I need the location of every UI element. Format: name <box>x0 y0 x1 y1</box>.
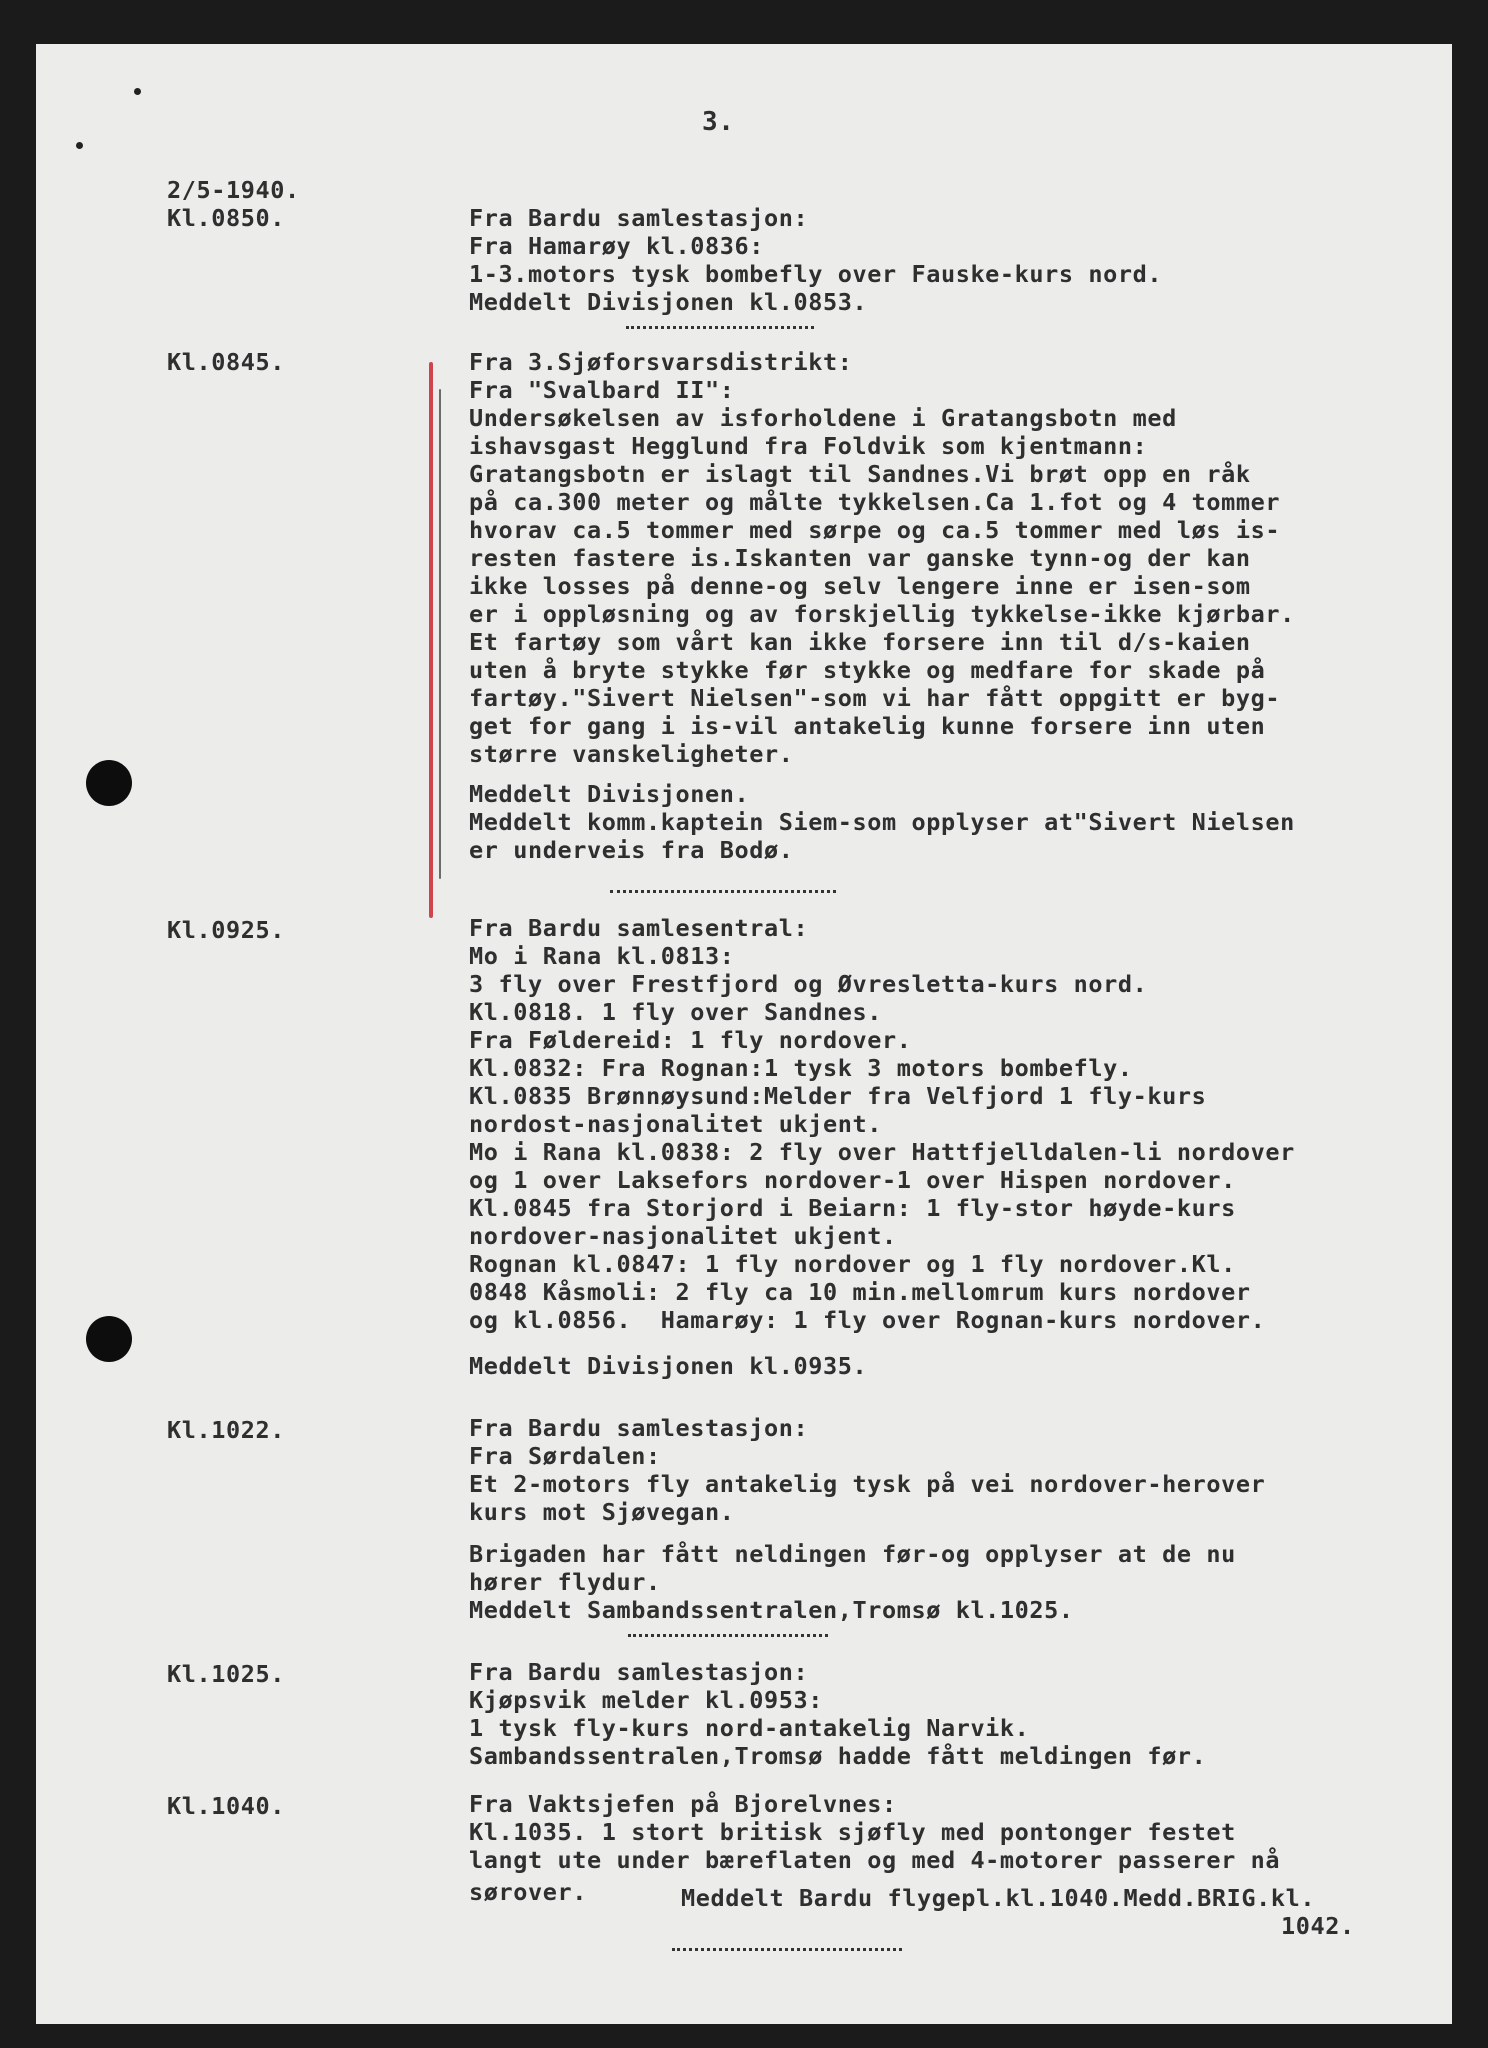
entry-line: ishavsgast Hegglund fra Foldvik som kjentmann: <box>469 432 1148 460</box>
entry-line: Kl.0835 Brønnøysund:Melder fra Velfjord 1 fly-kurs <box>469 1082 1207 1110</box>
document-page <box>36 44 1452 2024</box>
separator-rule <box>626 326 814 329</box>
ink-speck <box>134 88 141 95</box>
separator-rule <box>610 890 836 893</box>
entry-time: Kl.0925. <box>167 916 285 944</box>
entry-time: Kl.0845. <box>167 348 285 376</box>
entry-line: Fra Føldereid: 1 fly nordover. <box>469 1026 912 1054</box>
entry-line: Fra "Svalbard II": <box>469 376 735 404</box>
entry-line: på ca.300 meter og målte tykkelsen.Ca 1.fot og 4 tommer <box>469 488 1281 516</box>
punch-hole-top <box>86 760 132 806</box>
separator-rule <box>672 1948 902 1951</box>
ink-speck <box>76 142 83 149</box>
entry-line: ikke losses på denne-og selv lengere inne er isen-som <box>469 572 1251 600</box>
entry-line: Meddelt Sambandssentralen,Tromsø kl.1025. <box>469 1596 1074 1624</box>
entry-line: Meddelt komm.kaptein Siem-som opplyser at"Sivert Nielsen <box>469 808 1295 836</box>
entry-line: Fra 3.Sjøforsvarsdistrikt: <box>469 348 853 376</box>
entry-line: hører flydur. <box>469 1568 661 1596</box>
entry-line: Fra Hamarøy kl.0836: <box>469 232 764 260</box>
entry-line: Kl.0832: Fra Rognan:1 tysk 3 motors bombefly. <box>469 1054 1133 1082</box>
entry-line: Fra Bardu samlestasjon: <box>469 1414 809 1442</box>
entry-time: Kl.1022. <box>167 1416 285 1444</box>
red-margin-mark <box>429 362 433 918</box>
pencil-margin-mark <box>439 389 441 879</box>
entry-line: 3 fly over Frestfjord og Øvresletta-kurs nord. <box>469 970 1148 998</box>
entry-line: Fra Vaktsjefen på Bjorelvnes: <box>469 1790 897 1818</box>
entry-line: fartøy."Sivert Nielsen"-som vi har fått oppgitt er byg- <box>469 684 1281 712</box>
entry-line: nordost-nasjonalitet ukjent. <box>469 1110 882 1138</box>
punch-hole-bottom <box>86 1316 132 1362</box>
page-number: 3. <box>702 107 735 137</box>
entry-line: Kl.1035. 1 stort britisk sjøfly med pontonger festet <box>469 1818 1236 1846</box>
entry-line: kurs mot Sjøvegan. <box>469 1498 735 1526</box>
entry-line: Mo i Rana kl.0838: 2 fly over Hattfjelldalen-li nordover <box>469 1138 1295 1166</box>
entry-line: 1 tysk fly-kurs nord-antakelig Narvik. <box>469 1714 1030 1742</box>
entry-line: nordover-nasjonalitet ukjent. <box>469 1222 897 1250</box>
entry-line: og kl.0856. Hamarøy: 1 fly over Rognan-kurs nordover. <box>469 1306 1266 1334</box>
entry-line: Meddelt Divisjonen kl.0853. <box>469 288 868 316</box>
entry-line: Sambandssentralen,Tromsø hadde fått meldingen før. <box>469 1742 1207 1770</box>
entry-line: Meddelt Divisjonen kl.0935. <box>469 1352 868 1380</box>
entry-line: er underveis fra Bodø. <box>469 836 794 864</box>
entry-line: hvorav ca.5 tommer med sørpe og ca.5 tommer med løs is- <box>469 516 1281 544</box>
entry-line: 1-3.motors tysk bombefly over Fauske-kurs nord. <box>469 260 1163 288</box>
entry-line: Fra Sørdalen: <box>469 1442 661 1470</box>
entry-line: Kl.0818. 1 fly over Sandnes. <box>469 998 882 1026</box>
log-date: 2/5-1940. <box>167 176 300 204</box>
entry-line: Undersøkelsen av isforholdene i Gratangsbotn med <box>469 404 1177 432</box>
entry-line: Gratangsbotn er islagt til Sandnes.Vi brøt opp en råk <box>469 460 1251 488</box>
entry-line: Meddelt Divisjonen. <box>469 780 750 808</box>
entry-line: Kjøpsvik melder kl.0953: <box>469 1686 823 1714</box>
entry-line: Fra Bardu samlestasjon: <box>469 1658 809 1686</box>
entry-closing: Meddelt Bardu flygepl.kl.1040.Medd.BRIG.kl. <box>681 1884 1316 1912</box>
entry-line: resten fastere is.Iskanten var ganske tynn-og der kan <box>469 544 1251 572</box>
entry-closing-time: 1042. <box>1281 1912 1355 1940</box>
entry-line: uten å bryte stykke før stykke og medfare for skade på <box>469 656 1266 684</box>
entry-line: Et fartøy som vårt kan ikke forsere inn til d/s-kaien <box>469 628 1251 656</box>
entry-time: Kl.1040. <box>167 1792 285 1820</box>
entry-line: større vanskeligheter. <box>469 740 794 768</box>
entry-line: Rognan kl.0847: 1 fly nordover og 1 fly nordover.Kl. <box>469 1250 1236 1278</box>
entry-line: Mo i Rana kl.0813: <box>469 942 735 970</box>
entry-line: Kl.0845 fra Storjord i Beiarn: 1 fly-stor høyde-kurs <box>469 1194 1236 1222</box>
entry-line: Fra Bardu samlestasjon: <box>469 204 809 232</box>
entry-line: get for gang i is-vil antakelig kunne forsere inn uten <box>469 712 1266 740</box>
entry-time: Kl.1025. <box>167 1660 285 1688</box>
entry-line: Fra Bardu samlesentral: <box>469 914 809 942</box>
entry-line: Brigaden har fått neldingen før-og opplyser at de nu <box>469 1540 1236 1568</box>
entry-line: er i oppløsning og av forskjellig tykkelse-ikke kjørbar. <box>469 600 1295 628</box>
separator-rule <box>628 1634 828 1637</box>
entry-line: og 1 over Laksefors nordover-1 over Hispen nordover. <box>469 1166 1236 1194</box>
entry-line: Et 2-motors fly antakelig tysk på vei nordover-herover <box>469 1470 1266 1498</box>
entry-line: 0848 Kåsmoli: 2 fly ca 10 min.mellomrum kurs nordover <box>469 1278 1251 1306</box>
entry-line: sørover. <box>469 1878 587 1906</box>
entry-time: Kl.0850. <box>167 204 285 232</box>
entry-line: langt ute under bæreflaten og med 4-motorer passerer nå <box>469 1846 1281 1874</box>
